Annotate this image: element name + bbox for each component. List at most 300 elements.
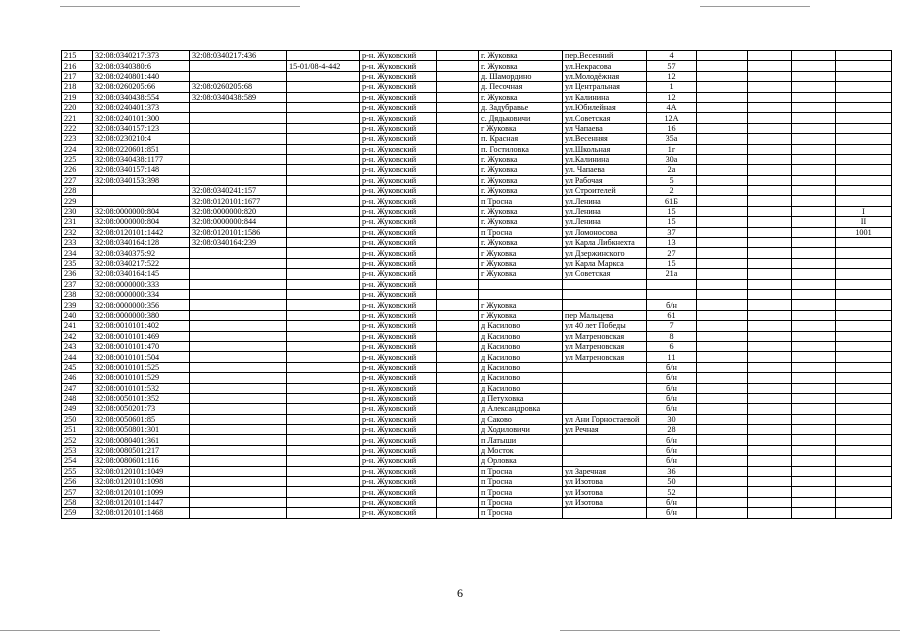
table-cell — [836, 341, 892, 351]
table-cell — [836, 383, 892, 393]
table-cell — [792, 341, 836, 351]
table-cell — [792, 404, 836, 414]
table-cell — [792, 289, 836, 299]
table-cell — [792, 300, 836, 310]
table-cell: 32:08:0230210:4 — [93, 134, 190, 144]
table-cell: пер Мальцева — [563, 310, 647, 320]
table-cell: ул Заречная — [563, 466, 647, 476]
table-cell — [437, 425, 479, 435]
table-cell — [792, 206, 836, 216]
table-cell: 32:08:0340217:436 — [190, 51, 287, 61]
table-cell: р-н. Жуковский — [360, 300, 437, 310]
table-cell — [437, 289, 479, 299]
table-cell: 1001 — [836, 227, 892, 237]
table-cell — [792, 269, 836, 279]
table-cell: 222 — [62, 123, 93, 133]
table-cell: пер.Весенний — [563, 51, 647, 61]
table-cell: 32:08:0120101:1677 — [190, 196, 287, 206]
table-cell — [792, 186, 836, 196]
table-cell — [792, 497, 836, 507]
table-cell — [748, 154, 792, 164]
table-cell — [748, 393, 792, 403]
table-cell: п Латыши — [479, 435, 563, 445]
table-cell — [287, 445, 360, 455]
table-cell — [287, 227, 360, 237]
table-cell: р-н. Жуковский — [360, 477, 437, 487]
table-cell: 50 — [647, 477, 697, 487]
table-cell: 255 — [62, 466, 93, 476]
table-cell — [748, 341, 792, 351]
table-cell — [792, 425, 836, 435]
table-row — [62, 279, 892, 289]
table-cell: 218 — [62, 82, 93, 92]
table-cell — [563, 373, 647, 383]
table-cell: 12 — [647, 71, 697, 81]
table-cell — [287, 123, 360, 133]
table-row — [62, 175, 892, 185]
table-cell — [697, 289, 748, 299]
table-cell — [836, 352, 892, 362]
table-cell — [479, 279, 563, 289]
table-cell — [437, 61, 479, 71]
table-cell: 32:08:0340380:6 — [93, 61, 190, 71]
table-cell — [697, 425, 748, 435]
table-cell: р-н. Жуковский — [360, 51, 437, 61]
table-cell — [697, 404, 748, 414]
table-cell: р-н. Жуковский — [360, 393, 437, 403]
table-cell — [748, 248, 792, 258]
table-cell — [792, 477, 836, 487]
table-cell — [190, 144, 287, 154]
table-cell — [697, 71, 748, 81]
table-cell: 15-01/08-4-442 — [287, 61, 360, 71]
table-cell: ул Изотова — [563, 487, 647, 497]
table-cell: б/н — [647, 383, 697, 393]
table-cell — [190, 352, 287, 362]
table-cell: д Орловка — [479, 456, 563, 466]
table-cell: 215 — [62, 51, 93, 61]
table-body — [62, 51, 892, 519]
table-cell — [748, 206, 792, 216]
table-cell — [437, 321, 479, 331]
table-cell — [697, 508, 748, 518]
table-cell — [287, 51, 360, 61]
table-cell: 256 — [62, 477, 93, 487]
table-row — [62, 269, 892, 279]
table-row — [62, 435, 892, 445]
table-cell — [836, 321, 892, 331]
table-cell — [792, 279, 836, 289]
table-cell: ул Ломоносова — [563, 227, 647, 237]
table-cell — [792, 445, 836, 455]
table-cell — [190, 248, 287, 258]
table-cell: 238 — [62, 289, 93, 299]
table-cell: ул Дзержинского — [563, 248, 647, 258]
table-cell: 32:08:0000000:334 — [93, 289, 190, 299]
table-cell — [697, 196, 748, 206]
table-cell — [748, 175, 792, 185]
table-cell: д Касилово — [479, 331, 563, 341]
page-number: 6 — [457, 586, 463, 600]
table-cell — [697, 248, 748, 258]
table-cell — [437, 248, 479, 258]
table-cell: 11 — [647, 352, 697, 362]
table-row — [62, 331, 892, 341]
table-cell — [437, 300, 479, 310]
table-row — [62, 82, 892, 92]
table-cell: п Тросна — [479, 477, 563, 487]
table-cell: р-н. Жуковский — [360, 279, 437, 289]
table-cell — [836, 71, 892, 81]
table-cell: 32:08:0080601:116 — [93, 456, 190, 466]
table-cell: 32:08:0050101:352 — [93, 393, 190, 403]
table-cell — [836, 445, 892, 455]
table-cell: 32:08:0010101:470 — [93, 341, 190, 351]
table-cell: 16 — [647, 123, 697, 133]
table-cell — [287, 248, 360, 258]
table-cell: II — [836, 217, 892, 227]
table-cell: 32:08:0120101:1586 — [190, 227, 287, 237]
table-cell — [190, 61, 287, 71]
table-cell: ул.Школьная — [563, 144, 647, 154]
table-cell — [287, 341, 360, 351]
table-cell — [437, 497, 479, 507]
table-cell: ул Матреновская — [563, 352, 647, 362]
table-cell — [748, 113, 792, 123]
table-cell: р-н. Жуковский — [360, 373, 437, 383]
table-cell — [697, 300, 748, 310]
table-cell — [287, 71, 360, 81]
table-cell — [437, 487, 479, 497]
table-cell — [748, 445, 792, 455]
table-cell: ул Строителей — [563, 186, 647, 196]
table-cell — [792, 61, 836, 71]
table-row — [62, 206, 892, 216]
table-cell — [748, 497, 792, 507]
table-cell: р-н. Жуковский — [360, 144, 437, 154]
table-cell: 231 — [62, 217, 93, 227]
table-row — [62, 300, 892, 310]
table-cell: 253 — [62, 445, 93, 455]
table-cell: 32:08:0000000:380 — [93, 310, 190, 320]
table-cell — [190, 321, 287, 331]
table-cell: р-н. Жуковский — [360, 310, 437, 320]
table-cell: д Петуховка — [479, 393, 563, 403]
table-cell — [190, 269, 287, 279]
table-cell: 61 — [647, 310, 697, 320]
table-cell: 32:08:0340438:589 — [190, 92, 287, 102]
table-cell: г. Жуковка — [479, 186, 563, 196]
table-cell — [792, 321, 836, 331]
table-cell — [437, 383, 479, 393]
table-cell — [836, 175, 892, 185]
table-cell: 32:08:0120101:1049 — [93, 466, 190, 476]
table-cell — [792, 123, 836, 133]
table-cell: ул.Ленина — [563, 196, 647, 206]
table-cell: 32:08:0000000:820 — [190, 206, 287, 216]
table-cell — [836, 497, 892, 507]
table-cell — [748, 196, 792, 206]
table-cell — [437, 269, 479, 279]
table-cell: р-н. Жуковский — [360, 445, 437, 455]
table-cell — [836, 186, 892, 196]
table-cell: 35а — [647, 134, 697, 144]
table-cell: г. Жуковка — [479, 61, 563, 71]
table-cell: р-н. Жуковский — [360, 487, 437, 497]
table-cell — [437, 508, 479, 518]
table-cell — [190, 497, 287, 507]
table-cell — [792, 414, 836, 424]
table-cell — [792, 248, 836, 258]
table-cell: 52 — [647, 487, 697, 497]
table-cell — [697, 123, 748, 133]
table-cell — [190, 414, 287, 424]
table-cell: р-н. Жуковский — [360, 508, 437, 518]
table-cell — [836, 61, 892, 71]
table-cell: д Касилово — [479, 352, 563, 362]
table-cell: р-н. Жуковский — [360, 175, 437, 185]
table-cell — [287, 165, 360, 175]
table-row — [62, 92, 892, 102]
table-cell — [437, 238, 479, 248]
table-cell — [287, 321, 360, 331]
table-cell — [437, 134, 479, 144]
table-cell: 233 — [62, 238, 93, 248]
table-cell — [748, 51, 792, 61]
table-cell: ул.Советская — [563, 113, 647, 123]
table-cell — [190, 102, 287, 112]
table-cell: р-н. Жуковский — [360, 331, 437, 341]
table-cell: 32:08:0340375:92 — [93, 248, 190, 258]
table-cell: п Тросна — [479, 497, 563, 507]
table-row — [62, 487, 892, 497]
table-cell — [287, 404, 360, 414]
table-cell: р-н. Жуковский — [360, 269, 437, 279]
table-cell — [748, 425, 792, 435]
table-cell: ул Речная — [563, 425, 647, 435]
table-cell — [190, 445, 287, 455]
table-cell — [437, 51, 479, 61]
table-cell: 37 — [647, 227, 697, 237]
table-cell — [748, 227, 792, 237]
table-cell — [93, 186, 190, 196]
table-row — [62, 404, 892, 414]
table-cell — [748, 321, 792, 331]
table-cell: ул 40 лет Победы — [563, 321, 647, 331]
table-cell — [836, 113, 892, 123]
table-cell — [697, 238, 748, 248]
table-cell: д Александровка — [479, 404, 563, 414]
table-cell — [748, 289, 792, 299]
table-cell: р-н. Жуковский — [360, 341, 437, 351]
table-cell — [792, 196, 836, 206]
table-cell: 223 — [62, 134, 93, 144]
table-cell: 7 — [647, 321, 697, 331]
table-cell: 32:08:0340153:398 — [93, 175, 190, 185]
table-cell: I — [836, 206, 892, 216]
table-cell — [93, 196, 190, 206]
table-cell: 32:08:0050801:301 — [93, 425, 190, 435]
table-cell: 32:08:0000000:356 — [93, 300, 190, 310]
table-cell: г Жуковка — [479, 269, 563, 279]
table-row — [62, 425, 892, 435]
table-cell — [792, 310, 836, 320]
table-cell — [792, 258, 836, 268]
table-cell — [836, 144, 892, 154]
table-cell — [836, 404, 892, 414]
table-cell: п Тросна — [479, 196, 563, 206]
table-cell: 228 — [62, 186, 93, 196]
table-cell: р-н. Жуковский — [360, 321, 437, 331]
table-cell — [190, 477, 287, 487]
table-cell: 229 — [62, 196, 93, 206]
table-cell: р-н. Жуковский — [360, 61, 437, 71]
table-cell: 226 — [62, 165, 93, 175]
table-cell — [792, 134, 836, 144]
table-row — [62, 61, 892, 71]
table-cell — [836, 51, 892, 61]
table-cell — [792, 487, 836, 497]
table-cell — [190, 154, 287, 164]
table-cell: р-н. Жуковский — [360, 289, 437, 299]
table-cell — [287, 300, 360, 310]
table-row — [62, 238, 892, 248]
table-cell: 21а — [647, 269, 697, 279]
table-cell: 32:08:0000000:804 — [93, 206, 190, 216]
table-cell: б/н — [647, 508, 697, 518]
table-cell — [647, 289, 697, 299]
table-cell: д. Задубравье — [479, 102, 563, 112]
table-cell: 32:08:0240101:300 — [93, 113, 190, 123]
table-row — [62, 445, 892, 455]
table-cell: г. Жуковка — [479, 154, 563, 164]
table-cell — [563, 362, 647, 372]
table-row — [62, 186, 892, 196]
table-cell — [748, 352, 792, 362]
table-cell: 5 — [647, 175, 697, 185]
table-cell: 32:08:0340164:145 — [93, 269, 190, 279]
table-row — [62, 102, 892, 112]
table-cell: 32:08:0120101:1099 — [93, 487, 190, 497]
table-cell — [287, 134, 360, 144]
table-cell: 244 — [62, 352, 93, 362]
table-cell: г. Жуковка — [479, 165, 563, 175]
table-cell — [190, 466, 287, 476]
table-cell: п Тросна — [479, 227, 563, 237]
table-cell — [287, 154, 360, 164]
table-cell: 32:08:0340164:239 — [190, 238, 287, 248]
table-cell — [287, 362, 360, 372]
table-cell: г. Жуковка — [479, 238, 563, 248]
table-cell — [792, 51, 836, 61]
table-cell — [697, 331, 748, 341]
table-cell: ул Карла Либкнехта — [563, 238, 647, 248]
table-cell — [437, 123, 479, 133]
table-cell — [287, 456, 360, 466]
table-cell: р-н. Жуковский — [360, 227, 437, 237]
table-cell — [697, 51, 748, 61]
table-cell: р-н. Жуковский — [360, 206, 437, 216]
table-cell — [697, 134, 748, 144]
table-cell — [836, 477, 892, 487]
table-cell — [287, 414, 360, 424]
table-row — [62, 134, 892, 144]
table-cell: б/н — [647, 404, 697, 414]
table-cell: 32:08:0340157:123 — [93, 123, 190, 133]
table-cell — [190, 175, 287, 185]
table-cell — [437, 477, 479, 487]
table-cell — [190, 300, 287, 310]
table-cell — [748, 217, 792, 227]
table-cell — [437, 82, 479, 92]
table-cell — [697, 92, 748, 102]
scan-artifact-line — [0, 630, 160, 631]
table-cell: 32:08:0340164:128 — [93, 238, 190, 248]
table-cell — [287, 175, 360, 185]
table-cell — [287, 383, 360, 393]
table-cell — [697, 456, 748, 466]
table-cell — [563, 445, 647, 455]
table-cell — [697, 279, 748, 289]
table-cell: 30а — [647, 154, 697, 164]
table-cell: 32:08:0010101:525 — [93, 362, 190, 372]
table-cell — [836, 82, 892, 92]
table-cell — [287, 144, 360, 154]
table-cell — [437, 196, 479, 206]
table-cell: 32:08:0000000:804 — [93, 217, 190, 227]
table-row — [62, 227, 892, 237]
table-cell — [563, 456, 647, 466]
table-cell: 227 — [62, 175, 93, 185]
table-cell — [563, 289, 647, 299]
table-cell — [748, 414, 792, 424]
table-cell: р-н. Жуковский — [360, 102, 437, 112]
table-cell: 32:08:0050601:85 — [93, 414, 190, 424]
table-cell — [748, 102, 792, 112]
table-cell: ул.Юбилейная — [563, 102, 647, 112]
table-cell — [190, 341, 287, 351]
table-cell — [190, 331, 287, 341]
table-cell: д Касилово — [479, 341, 563, 351]
table-cell — [190, 508, 287, 518]
table-cell — [437, 435, 479, 445]
table-cell — [748, 362, 792, 372]
table-cell — [748, 508, 792, 518]
table-cell: 32:08:0260205:68 — [190, 82, 287, 92]
table-cell: ул Изотова — [563, 477, 647, 487]
table-cell: р-н. Жуковский — [360, 404, 437, 414]
table-row — [62, 196, 892, 206]
scan-artifact-line — [700, 6, 810, 7]
table-row — [62, 373, 892, 383]
table-cell: 32:08:0080401:361 — [93, 435, 190, 445]
table-cell — [748, 71, 792, 81]
table-cell: 8 — [647, 331, 697, 341]
table-cell: 259 — [62, 508, 93, 518]
table-row — [62, 154, 892, 164]
table-cell: 32:08:0000000:844 — [190, 217, 287, 227]
table-cell: 237 — [62, 279, 93, 289]
table-cell: р-н. Жуковский — [360, 456, 437, 466]
table-cell: п. Гостиловка — [479, 144, 563, 154]
table-cell: д. Шамордино — [479, 71, 563, 81]
table-cell: г Жуковка — [479, 123, 563, 133]
table-row — [62, 248, 892, 258]
table-cell — [748, 331, 792, 341]
table-cell: 236 — [62, 269, 93, 279]
table-cell — [836, 165, 892, 175]
table-row — [62, 217, 892, 227]
